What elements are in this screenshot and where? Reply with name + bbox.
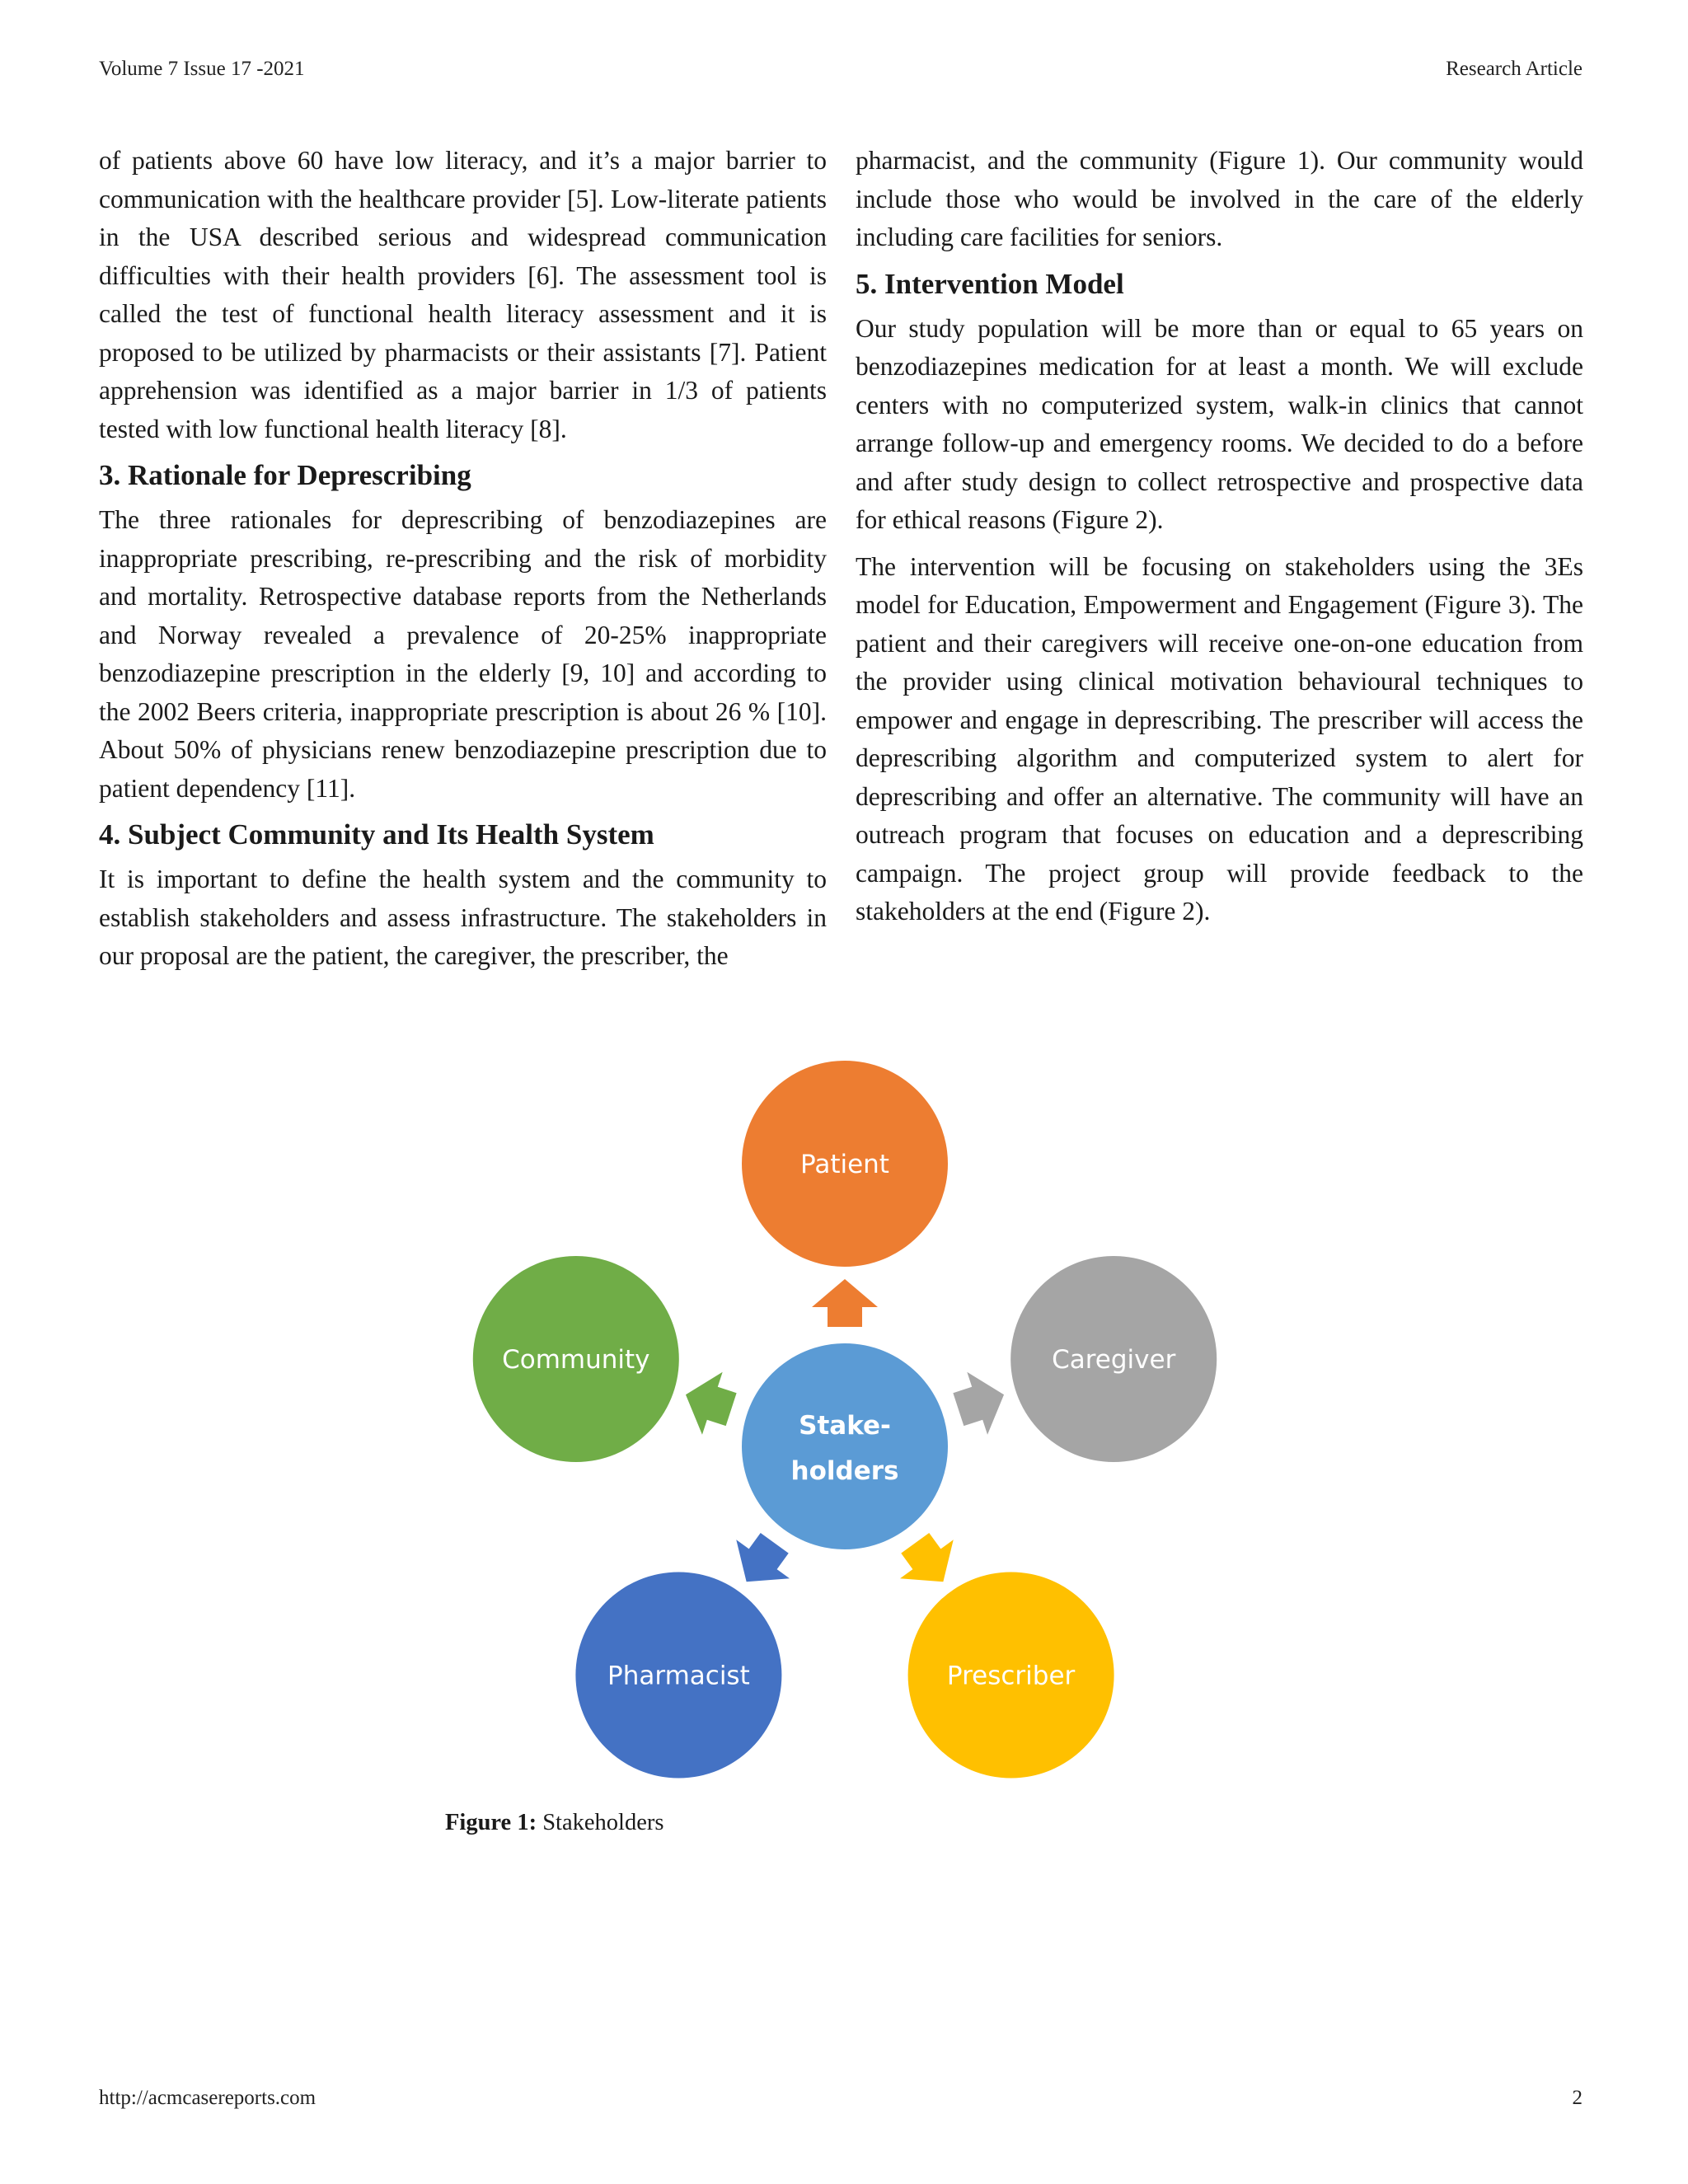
- node-label-prescriber: Prescriber: [946, 1661, 1076, 1691]
- figure-label: Figure 1:: [445, 1810, 537, 1835]
- arrow-to-caregiver: [949, 1363, 1015, 1441]
- right-column: [856, 142, 1583, 940]
- node-stakeholders-center: [742, 1343, 948, 1549]
- footer-url: http://acmcasereports.com: [99, 2087, 316, 2109]
- article-type: Research Article: [1446, 58, 1582, 80]
- left-column: [99, 142, 827, 984]
- figure-title: Stakeholders: [537, 1810, 664, 1835]
- center-label-line2: holders: [790, 1456, 899, 1486]
- page-number: 2: [1572, 2087, 1582, 2109]
- paragraph: of patients above 60 have low literacy, and it’s a major barrier to communication with the healthcare provider [5]. Low-literate patients in the USA described serious and widespread communication difficulties with their health providers [6]. The assessment tool is called the test of functional health literacy assessment and it is proposed to be utilized by pharmacists or their assistants [7]. Patient apprehension was identified as a major barrier in 1/3 of patients tested with low functional health literacy [8].: [99, 146, 827, 443]
- node-label-patient: Patient: [800, 1150, 889, 1179]
- node-label-community: Community: [502, 1345, 650, 1375]
- circle-group: [473, 1061, 1217, 1779]
- arrow-to-community: [676, 1363, 742, 1441]
- diagram-svg: [445, 1034, 1245, 1809]
- stakeholders-diagram: [445, 1034, 1245, 1809]
- arrow-to-patient: [812, 1279, 878, 1327]
- journal-volume: Volume 7 Issue 17 -2021: [99, 58, 305, 80]
- paragraph: The intervention will be focusing on stakeholders using the 3Es model for Education, Empowerment and Engagement (Figure 3). The patient and their caregivers will receive one-on-one education from the provider using clinical motivation behavioural techniques to empower and engage in deprescribing. The prescriber will access the deprescribing algorithm and computerized system to alert for deprescribing and offer an alternative. The community will have an outreach program that focuses on education and a deprescribing campaign. The project group will provide feedback to the stakeholders at the end (Figure 2).: [856, 551, 1583, 926]
- node-label-caregiver: Caregiver: [1052, 1345, 1176, 1375]
- section-heading: 4. Subject Community and Its Health System: [99, 818, 654, 851]
- figure-caption: [445, 1810, 663, 1836]
- node-label-pharmacist: Pharmacist: [607, 1661, 750, 1691]
- paragraph: It is important to define the health system and the community to establish stakeholders and assess infrastructure. The stakeholders in our proposal are the patient, the caregiver, the prescriber, the: [99, 865, 827, 970]
- paragraph: Our study population will be more than or equal to 65 years on benzodiazepines medication for at least a month. We will exclude centers with no computerized system, walk-in clinics that cannot arrange follow-up and emergency rooms. We decided to do a before and after study design to collect retrospective and prospective data for ethical reasons (Figure 2).: [856, 313, 1583, 534]
- paragraph: The three rationales for deprescribing of benzodiazepines are inappropriate prescribing, re-prescribing and the risk of morbidity and mortality. Retrospective database reports from the Netherlands and Norway revealed a prevalence of 20-25% inappropriate benzodiazepine prescription in the elderly [9, 10] and according to the 2002 Beers criteria, inappropriate prescription is about 26 % [10]. About 50% of physicians renew benzodiazepine prescription due to patient dependency [11].: [99, 505, 827, 803]
- section-heading: 5. Intervention Model: [856, 267, 1124, 300]
- paragraph: pharmacist, and the community (Figure 1). Our community would include those who would be involved in the care of the elderly including care facilities for seniors.: [856, 146, 1583, 251]
- section-heading: 3. Rationale for Deprescribing: [99, 459, 471, 491]
- center-label-line1: Stake-: [799, 1411, 891, 1441]
